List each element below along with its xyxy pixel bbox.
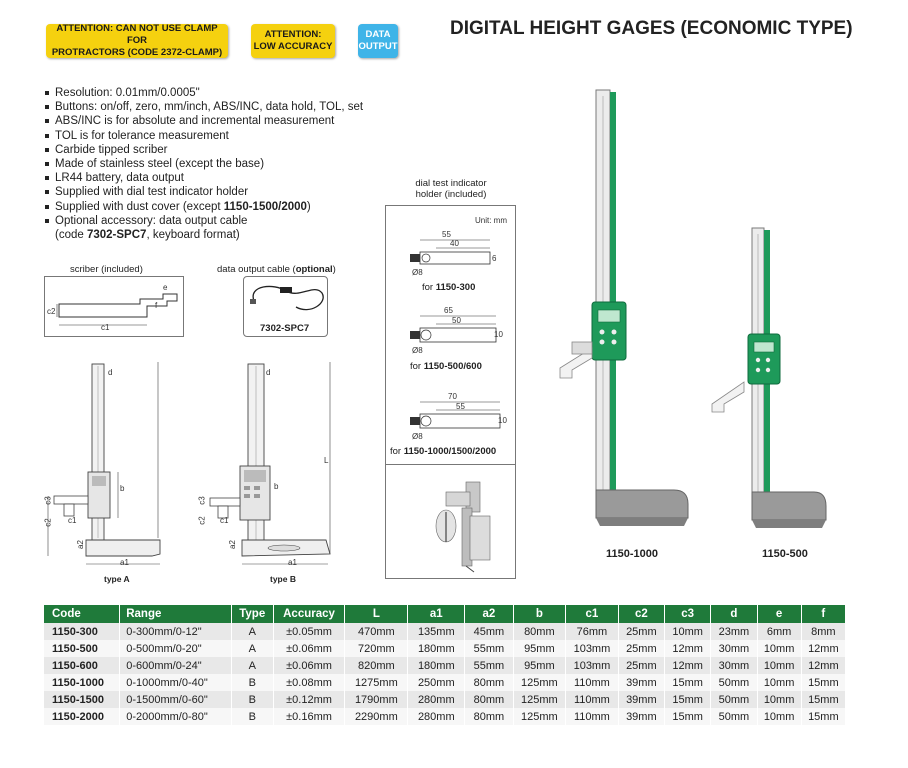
table-row bbox=[44, 674, 846, 691]
table-cell: 0-600mm/0-24" bbox=[120, 657, 231, 674]
table-cell: 95mm bbox=[513, 640, 566, 657]
product-1150-1000-illustration bbox=[556, 86, 696, 550]
table-cell: 1150-500 bbox=[44, 640, 120, 657]
holder-3-dim-side: 10 bbox=[498, 416, 507, 425]
col-header-c2: c2 bbox=[618, 605, 664, 623]
holder-1-for: for 1150-300 bbox=[422, 282, 476, 293]
table-cell: 180mm bbox=[408, 640, 465, 657]
accuracy-warning-line-1: ATTENTION: bbox=[264, 29, 322, 40]
table-cell: 80mm bbox=[465, 691, 513, 708]
scriber-dim-c2: c2 bbox=[47, 307, 56, 316]
col-header-d: d bbox=[711, 605, 757, 623]
type-b-dim-c3: c3 bbox=[197, 496, 207, 505]
table-cell: 1275mm bbox=[345, 674, 408, 691]
feature-item: Buttons: on/off, zero, mm/inch, ABS/INC, data hold, TOL, set bbox=[44, 100, 404, 114]
col-header-f: f bbox=[801, 605, 845, 623]
table-cell: 15mm bbox=[664, 708, 710, 725]
table-cell: 6mm bbox=[757, 623, 801, 640]
table-cell: 12mm bbox=[664, 640, 710, 657]
table-cell: ±0.12mm bbox=[273, 691, 345, 708]
table-cell: 25mm bbox=[618, 657, 664, 674]
page-title: DIGITAL HEIGHT GAGES (ECONOMIC TYPE) bbox=[450, 18, 853, 39]
table-cell: B bbox=[231, 708, 273, 725]
feature-item-continued: (code 7302-SPC7, keyboard format) bbox=[55, 229, 240, 242]
table-cell: 30mm bbox=[711, 640, 757, 657]
holder-2-dim-side: 10 bbox=[494, 330, 503, 339]
table-cell: 110mm bbox=[566, 691, 619, 708]
table-cell: 10mm bbox=[664, 623, 710, 640]
col-header-L: L bbox=[345, 605, 408, 623]
table-cell: A bbox=[231, 657, 273, 674]
type-b-dim-b: b bbox=[274, 482, 279, 491]
table-cell: 80mm bbox=[465, 708, 513, 725]
table-cell: 39mm bbox=[618, 691, 664, 708]
col-header-c1: c1 bbox=[566, 605, 619, 623]
product-1150-500-illustration bbox=[708, 226, 838, 536]
table-cell: 76mm bbox=[566, 623, 619, 640]
col-header-range: Range bbox=[120, 605, 231, 623]
table-cell: 103mm bbox=[566, 657, 619, 674]
table-cell: 1790mm bbox=[345, 691, 408, 708]
holder-1-diameter: Ø8 bbox=[412, 268, 423, 277]
holder-photo bbox=[426, 472, 506, 576]
table-cell: 110mm bbox=[566, 708, 619, 725]
table-cell: 135mm bbox=[408, 623, 465, 640]
product-1150-1000-label: 1150-1000 bbox=[606, 548, 658, 560]
table-cell: 10mm bbox=[757, 657, 801, 674]
table-row bbox=[44, 623, 846, 640]
table-cell: A bbox=[231, 640, 273, 657]
table-cell: 12mm bbox=[664, 657, 710, 674]
table-cell: 0-500mm/0-20" bbox=[120, 640, 231, 657]
table-cell: 8mm bbox=[801, 623, 845, 640]
cable-caption: data output cable (optional) bbox=[217, 264, 336, 275]
data-output-line-2: OUTPUT bbox=[358, 41, 398, 52]
table-cell: 125mm bbox=[513, 691, 566, 708]
holder-2-for: for 1150-500/600 bbox=[410, 361, 482, 372]
type-b-label: type B bbox=[270, 574, 296, 584]
table-cell: ±0.06mm bbox=[273, 640, 345, 657]
scriber-dim-f: f bbox=[155, 301, 158, 310]
accuracy-warning-line-2: LOW ACCURACY bbox=[253, 41, 333, 52]
table-cell: 15mm bbox=[801, 674, 845, 691]
dial-holder-panel bbox=[385, 205, 516, 579]
table-cell: 125mm bbox=[513, 708, 566, 725]
table-cell: 50mm bbox=[711, 691, 757, 708]
table-cell: 470mm bbox=[345, 623, 408, 640]
table-cell: 10mm bbox=[757, 674, 801, 691]
table-cell: 110mm bbox=[566, 674, 619, 691]
table-cell: 39mm bbox=[618, 708, 664, 725]
table-cell: 25mm bbox=[618, 640, 664, 657]
type-a-dim-a1: a1 bbox=[120, 558, 129, 567]
holder-1-dim-outer: 55 bbox=[442, 230, 451, 239]
table-cell: 280mm bbox=[408, 708, 465, 725]
scriber-dim-e: e bbox=[163, 283, 168, 292]
table-row bbox=[44, 657, 846, 674]
type-a-dim-c2: c2 bbox=[43, 518, 53, 527]
col-header-c3: c3 bbox=[664, 605, 710, 623]
col-header-code: Code bbox=[44, 605, 120, 623]
holder-3-for: for 1150-1000/1500/2000 bbox=[390, 446, 497, 457]
feature-item: ABS/INC is for absolute and incremental measurement bbox=[44, 114, 404, 128]
col-header-accuracy: Accuracy bbox=[273, 605, 345, 623]
feature-item: Supplied with dial test indicator holder bbox=[44, 185, 404, 199]
feature-item: Made of stainless steel (except the base) bbox=[44, 157, 404, 171]
table-cell: ±0.16mm bbox=[273, 708, 345, 725]
holder-1-dim-side: 6 bbox=[492, 254, 497, 263]
cable-drawing bbox=[243, 276, 328, 337]
table-cell: ±0.06mm bbox=[273, 657, 345, 674]
product-1150-500-label: 1150-500 bbox=[762, 548, 808, 560]
accuracy-warning-badge bbox=[251, 24, 335, 58]
table-cell: 23mm bbox=[711, 623, 757, 640]
table-cell: 0-300mm/0-12" bbox=[120, 623, 231, 640]
col-header-b: b bbox=[513, 605, 566, 623]
table-cell: 10mm bbox=[757, 708, 801, 725]
table-cell: 250mm bbox=[408, 674, 465, 691]
table-cell: 820mm bbox=[345, 657, 408, 674]
table-cell: 50mm bbox=[711, 708, 757, 725]
type-b-dim-a2: a2 bbox=[227, 540, 237, 549]
scriber-drawing bbox=[44, 276, 184, 337]
data-output-line-1: DATA bbox=[365, 29, 391, 40]
type-b-drawing bbox=[196, 358, 336, 580]
table-cell: 15mm bbox=[801, 691, 845, 708]
col-header-a2: a2 bbox=[465, 605, 513, 623]
holder-3-dim-inner: 55 bbox=[456, 402, 465, 411]
col-header-type: Type bbox=[231, 605, 273, 623]
table-cell: 95mm bbox=[513, 657, 566, 674]
table-cell: 25mm bbox=[618, 623, 664, 640]
table-cell: 50mm bbox=[711, 674, 757, 691]
table-cell: 280mm bbox=[408, 691, 465, 708]
holder-2-dim-outer: 65 bbox=[444, 306, 453, 315]
holder-1-dim-inner: 40 bbox=[450, 239, 459, 248]
table-row bbox=[44, 640, 846, 657]
feature-item: Resolution: 0.01mm/0.0005" bbox=[44, 86, 404, 100]
type-a-dim-c3: c3 bbox=[43, 496, 53, 505]
type-b-dim-L: L bbox=[324, 456, 329, 465]
col-header-e: e bbox=[757, 605, 801, 623]
type-b-dim-d: d bbox=[266, 368, 271, 377]
clamp-warning-badge bbox=[46, 24, 228, 58]
table-cell: 1150-1000 bbox=[44, 674, 120, 691]
table-cell: 0-2000mm/0-80" bbox=[120, 708, 231, 725]
col-header-a1: a1 bbox=[408, 605, 465, 623]
holder-divider bbox=[386, 464, 515, 465]
holder-2-dim-inner: 50 bbox=[452, 316, 461, 325]
feature-item: TOL is for tolerance measurement bbox=[44, 129, 404, 143]
table-cell: 1150-600 bbox=[44, 657, 120, 674]
table-body bbox=[44, 623, 846, 725]
type-a-drawing bbox=[42, 358, 170, 580]
table-cell: 0-1000mm/0-40" bbox=[120, 674, 231, 691]
table-cell: 1150-300 bbox=[44, 623, 120, 640]
feature-item: Optional accessory: data output cable bbox=[44, 214, 404, 228]
holder-3-diameter: Ø8 bbox=[412, 432, 423, 441]
table-cell: 55mm bbox=[465, 657, 513, 674]
table-cell: 55mm bbox=[465, 640, 513, 657]
table-cell: 720mm bbox=[345, 640, 408, 657]
feature-item: LR44 battery, data output bbox=[44, 171, 404, 185]
type-b-dim-c1: c1 bbox=[220, 516, 229, 525]
unit-label: Unit: mm bbox=[475, 216, 507, 225]
table-cell: B bbox=[231, 674, 273, 691]
clamp-warning-line-2: PROTRACTORS (CODE 2372-CLAMP) bbox=[51, 47, 223, 58]
table-cell: ±0.08mm bbox=[273, 674, 345, 691]
type-b-dim-c2: c2 bbox=[197, 516, 207, 525]
type-b-dim-a1: a1 bbox=[288, 558, 297, 567]
table-cell: 30mm bbox=[711, 657, 757, 674]
table-row bbox=[44, 691, 846, 708]
table-cell: ±0.05mm bbox=[273, 623, 345, 640]
table-row bbox=[44, 708, 846, 725]
feature-list bbox=[44, 86, 404, 242]
table-cell: 1150-2000 bbox=[44, 708, 120, 725]
table-cell: 10mm bbox=[757, 640, 801, 657]
spec-table bbox=[44, 605, 846, 725]
table-cell: 15mm bbox=[664, 691, 710, 708]
table-header-row bbox=[44, 605, 846, 623]
holder-3-dim-outer: 70 bbox=[448, 392, 457, 401]
type-a-dim-d: d bbox=[108, 368, 113, 377]
type-a-dim-c1: c1 bbox=[68, 516, 77, 525]
type-a-label: type A bbox=[104, 574, 130, 584]
table-cell: 39mm bbox=[618, 674, 664, 691]
feature-item: Carbide tipped scriber bbox=[44, 143, 404, 157]
table-cell: 12mm bbox=[801, 657, 845, 674]
table-cell: B bbox=[231, 691, 273, 708]
type-a-dim-a2: a2 bbox=[75, 540, 85, 549]
table-cell: 125mm bbox=[513, 674, 566, 691]
table-cell: 103mm bbox=[566, 640, 619, 657]
table-cell: 2290mm bbox=[345, 708, 408, 725]
clamp-warning-line-1: ATTENTION: CAN NOT USE CLAMP FOR bbox=[56, 23, 218, 46]
type-a-dim-b: b bbox=[120, 484, 125, 493]
table-cell: 80mm bbox=[513, 623, 566, 640]
table-cell: A bbox=[231, 623, 273, 640]
table-cell: 15mm bbox=[664, 674, 710, 691]
table-cell: 10mm bbox=[757, 691, 801, 708]
table-cell: 12mm bbox=[801, 640, 845, 657]
table-cell: 180mm bbox=[408, 657, 465, 674]
scriber-dim-c1: c1 bbox=[101, 323, 110, 332]
table-cell: 80mm bbox=[465, 674, 513, 691]
table-cell: 15mm bbox=[801, 708, 845, 725]
cable-icon bbox=[244, 277, 329, 325]
cable-code: 7302-SPC7 bbox=[260, 323, 310, 334]
table-cell: 45mm bbox=[465, 623, 513, 640]
feature-item: Supplied with dust cover (except 1150-1500/2000) bbox=[44, 200, 404, 214]
data-output-badge bbox=[358, 24, 398, 58]
holder-2-diameter: Ø8 bbox=[412, 346, 423, 355]
table-cell: 0-1500mm/0-60" bbox=[120, 691, 231, 708]
dial-holder-caption: dial test indicator holder (included) bbox=[415, 178, 487, 200]
scriber-caption: scriber (included) bbox=[70, 264, 143, 275]
table-cell: 1150-1500 bbox=[44, 691, 120, 708]
